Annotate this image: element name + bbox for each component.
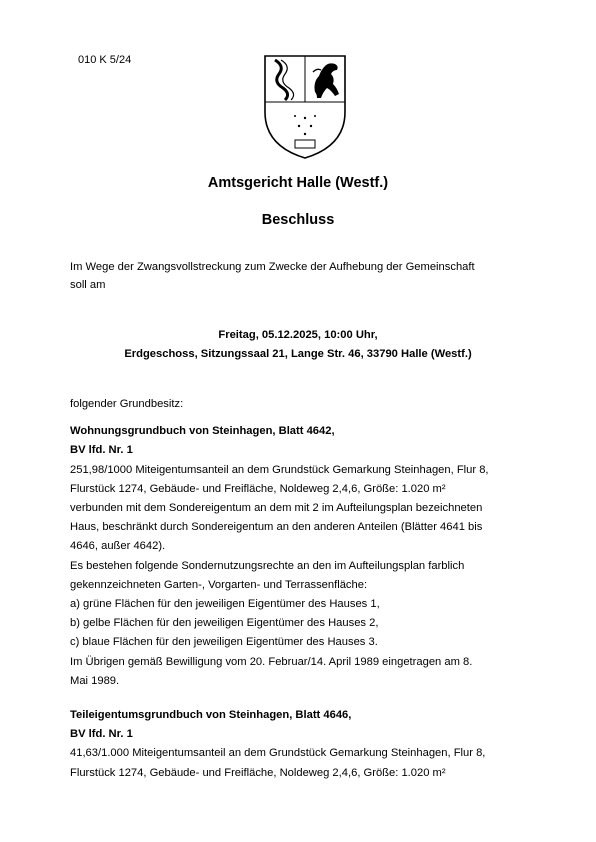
property-line: Im Übrigen gemäß Bewilligung vom 20. Februar/14. April 1989 eingetragen am 8. <box>70 655 473 668</box>
register-heading: Wohnungsgrundbuch von Steinhagen, Blatt 4642, <box>70 425 335 438</box>
appointment-datetime: Freitag, 05.12.2025, 10:00 Uhr, <box>218 329 378 341</box>
property-line: Mai 1989. <box>70 674 120 687</box>
bv-number: BV lfd. Nr. 1 <box>70 444 133 457</box>
coat-of-arms-nrw <box>255 42 355 162</box>
intro-line: soll am <box>70 279 106 291</box>
property-line: 41,63/1.000 Miteigentumsanteil an dem Grundstück Gemarkung Steinhagen, Flur 8, <box>70 747 486 760</box>
appointment <box>0 326 596 364</box>
property-line: gekennzeichneten Garten-, Vorgarten- und Terrassenfläche: <box>70 578 368 591</box>
register-heading: Teileigentumsgrundbuch von Steinhagen, Blatt 4646, <box>70 709 352 722</box>
property-list <box>70 395 532 783</box>
property-entry <box>70 706 532 783</box>
intro-text <box>70 258 530 294</box>
property-line: b) gelbe Flächen für den jeweiligen Eigentümer des Hauses 2, <box>70 617 379 630</box>
intro-line: Im Wege der Zwangsvollstreckung zum Zwecke der Aufhebung der Gemeinschaft <box>70 261 475 273</box>
bv-number: BV lfd. Nr. 1 <box>70 728 133 741</box>
appointment-location: Erdgeschoss, Sitzungssaal 21, Lange Str. 46, 33790 Halle (Westf.) <box>124 348 472 360</box>
file-number: 010 K 5/24 <box>78 54 132 66</box>
following-label: folgender Grundbesitz: <box>70 398 184 410</box>
property-line: Flurstück 1274, Gebäude- und Freifläche, Noldeweg 2,4,6, Größe: 1.020 m² <box>70 766 446 779</box>
document-title: Beschluss <box>261 212 335 228</box>
property-line: Es bestehen folgende Sondernutzungsrechte an den im Aufteilungsplan farblich <box>70 559 465 572</box>
property-line: 4646, außer 4642). <box>70 540 166 553</box>
property-entry <box>70 422 532 691</box>
property-line: c) blaue Flächen für den jeweiligen Eigentümer des Hauses 3. <box>70 636 378 649</box>
property-line: a) grüne Flächen für den jeweiligen Eigentümer des Hauses 1, <box>70 598 380 611</box>
property-line: 251,98/1000 Miteigentumsanteil an dem Grundstück Gemarkung Steinhagen, Flur 8, <box>70 463 489 476</box>
court-name: Amtsgericht Halle (Westf.) <box>207 175 389 191</box>
property-line: verbunden mit dem Sondereigentum an dem mit 2 im Aufteilungsplan bezeichneten <box>70 502 483 515</box>
property-line: Haus, beschränkt durch Sondereigentum an den anderen Anteilen (Blätter 4641 bis <box>70 521 483 534</box>
property-line: Flurstück 1274, Gebäude- und Freifläche, Noldeweg 2,4,6, Größe: 1.020 m² <box>70 482 446 495</box>
